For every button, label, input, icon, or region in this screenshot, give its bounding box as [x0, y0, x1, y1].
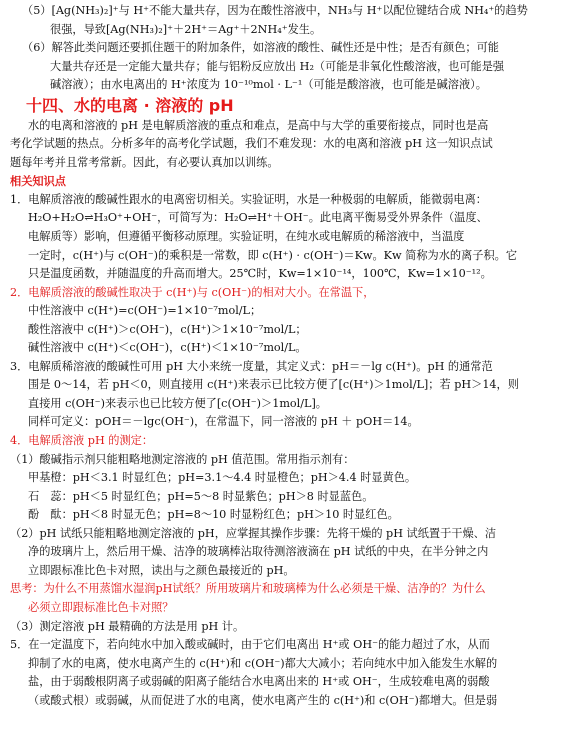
text-line: （1）酸碱指示剂只能粗略地测定溶液的 pH 值范围。常用指示剂有：	[10, 452, 355, 466]
text-line: 碱性溶液中 c(H⁺)＜c(OH⁻)，c(H⁺)＜1×10⁻⁷mol/L。	[28, 341, 307, 355]
text-line: H₂O+H₂O⇌H₃O⁺+OH⁻，可简写为：H₂O⇌H⁺＋OH⁻。此电离平衡易受外界条件（温度、	[28, 211, 488, 225]
text-line: 碱溶液）；由水电离出的 H⁺浓度为 10⁻¹⁰mol · L⁻¹（可能是酸溶液，也可能是碱溶液）。	[50, 78, 487, 92]
text-line: 净的玻璃片上，然后用干燥、洁净的玻璃棒沾取待测溶液滴在 pH 试纸的中央，在半分钟之内	[28, 545, 489, 559]
text-line: （6）解答此类问题还要抓住题干的附加条件，如溶液的酸性、碱性还是中性；是否有颜色；可能	[22, 41, 499, 55]
text-line: 中性溶液中 c(H⁺)=c(OH⁻)=1×10⁻⁷mol/L；	[28, 304, 262, 318]
text-line: 只是温度函数，并随温度的升高而增大。25℃时，Kw=1×10⁻¹⁴，100℃，Kw=1×10⁻¹²。	[28, 267, 492, 281]
section-heading: 十四、水的电离 · 溶液的 pH	[26, 95, 234, 115]
text-line: 一定时，c(H⁺)与 c(OH⁻)的乘积是一常数，即 c(H⁺) · c(OH⁻)＝Kw。Kw 简称为水的离子积。它	[28, 248, 518, 262]
text-line: 酚 酞：pH＜8 时显无色；pH=8～10 时显粉红色；pH＞10 时显红色。	[28, 508, 399, 522]
text-line: 必须立即跟标准比色卡对照？	[28, 600, 174, 614]
text-line: 思考：为什么不用蒸馏水湿润pH试纸？所用玻璃片和玻璃棒为什么必须是干燥、洁净的？为什么	[10, 582, 486, 596]
text-line: 水的电离和溶液的 pH 是电解质溶液的重点和难点，是高中与大学的重要衔接点，同时也是高	[28, 118, 489, 132]
text-line: 题每年考并且常考常新。因此，有必要认真加以训练。	[10, 155, 279, 169]
text-line: 4．电解质溶液 pH 的测定：	[10, 434, 154, 448]
text-line: 3．电解质稀溶液的酸碱性可用 pH 大小来统一度量，其定义式：pH＝－lg c(H⁺)。pH 的通常范	[10, 359, 493, 373]
text-line: 立即跟标准比色卡对照，读出与之颜色最接近的 pH。	[28, 563, 295, 577]
text-line: 考化学试题的热点。分析多年的高考化学试题，我们不难发现：水的电离和溶液 pH 这一知识点试	[10, 137, 493, 151]
text-line: 5．在一定温度下，若向纯水中加入酸或碱时，由于它们电离出 H⁺或 OH⁻的能力超过了水，从而	[10, 638, 490, 652]
text-line: 很强，导致[Ag(NH₃)₂]⁺＋2H⁺＝Ag⁺＋2NH₄⁺发生。	[50, 22, 322, 36]
text-line: 盐，由于弱酸根阴离子或弱碱的阳离子能结合水电离出来的 H⁺或 OH⁻，生成较难电离的弱酸	[28, 675, 490, 689]
text-line: 1．电解质溶液的酸碱性跟水的电离密切相关。实验证明，水是一种极弱的电解质，能微弱电离：	[10, 192, 487, 206]
text-line: 相关知识点	[10, 174, 66, 189]
text-line: （或酸式根）或弱碱，从而促进了水的电离，使水电离产生的 c(H⁺)和 c(OH⁻)都增大。但是弱	[28, 693, 498, 707]
text-line: （3）测定溶液 pH 最精确的方法是用 pH 计。	[10, 619, 245, 633]
text-line: 电解质等）影响，但遵循平衡移动原理。实验证明，在纯水或电解质的稀溶液中，当温度	[28, 230, 465, 244]
text-line: 大量共存还是一定能大量共存；能与铝粉反应放出 H₂（可能是非氧化性酸溶液，也可能是强	[50, 59, 505, 73]
text-line: （5）[Ag(NH₃)₂]⁺与 H⁺不能大量共存，因为在酸性溶液中，NH₃与 H⁺以配位键结合成 NH₄⁺的趋势	[22, 4, 528, 17]
text-line: 2．电解质溶液的酸碱性取决于 c(H⁺)与 c(OH⁻)的相对大小。在常温下，	[10, 285, 375, 299]
text-line: 石 蕊：pH＜5 时显红色；pH=5～8 时显紫色；pH＞8 时显蓝色。	[28, 489, 374, 503]
text-line: （2）pH 试纸只能粗略地测定溶液的 pH，应掌握其操作步骤：先将干燥的 pH 试纸置于干燥、洁	[10, 526, 497, 540]
text-line: 直接用 c(OH⁻)来表示也已比较方便了[c(OH⁻)＞1mol/L]。	[28, 396, 327, 410]
text-line: 酸性溶液中 c(H⁺)＞c(OH⁻)，c(H⁺)＞1×10⁻⁷mol/L；	[28, 322, 307, 336]
text-line: 围是 0～14，若 pH＜0，则直接用 c(H⁺)来表示已比较方便了[c(H⁺)＞1mol/L]；若 pH＞14，则	[28, 378, 519, 392]
text-line: 抑制了水的电离，使水电离产生的 c(H⁺)和 c(OH⁻)都大大减小；若向纯水中加入能发生水解的	[28, 656, 498, 670]
text-line: 甲基橙：pH＜3.1 时显红色；pH=3.1～4.4 时显橙色；pH＞4.4 时显黄色。	[28, 471, 417, 485]
text-line: 同样可定义：pOH＝－lgc(OH⁻)，在常温下，同一溶液的 pH ＋ pOH＝14。	[28, 415, 419, 429]
